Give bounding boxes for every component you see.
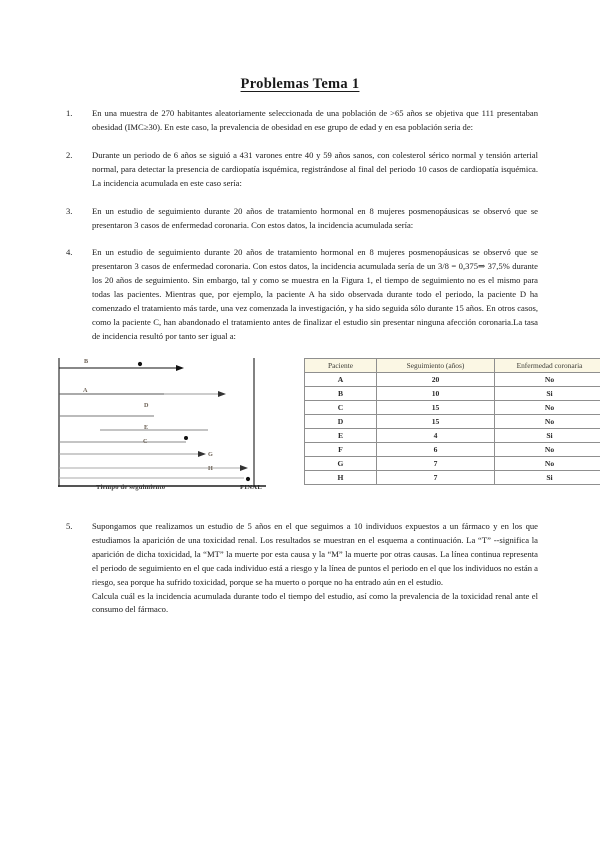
problem-number: 1. bbox=[66, 108, 73, 118]
cell-paciente: F bbox=[305, 442, 377, 456]
figure-diagram bbox=[58, 356, 310, 490]
problem-item-1 bbox=[62, 107, 538, 135]
cell-seguimiento: 15 bbox=[377, 400, 495, 414]
cell-paciente: C bbox=[305, 400, 377, 414]
figure-and-table-row bbox=[62, 356, 583, 506]
cell-enfermedad: Si bbox=[495, 428, 600, 442]
problem-text: Durante un periodo de 6 años se siguió a 431 varones entre 40 y 59 años sanos, con colesterol sérico normal y tensión arterial normal, para detectar la presencia de cardiopatía isquémica, registrándose al final del periodo 10 casos de cardiopatía isquémica. La incidencia acumulada en este caso sería: bbox=[92, 149, 538, 188]
figure-patient-label-e: E bbox=[144, 423, 149, 431]
cell-seguimiento: 10 bbox=[377, 386, 495, 400]
followup-time-figure bbox=[58, 356, 310, 490]
problem-text-continued: Calcula cuál es la incidencia acumulada durante todo el tiempo del estudio, así como la prevalencia de la toxicidad renal ante el consumo del fármaco. bbox=[92, 590, 538, 615]
cell-paciente: G bbox=[305, 456, 377, 470]
figure-end-label: FINAL bbox=[240, 483, 263, 491]
table-row bbox=[305, 442, 600, 456]
figure-x-axis-caption: Tiempo de seguimiento bbox=[96, 483, 166, 491]
column-header-seguimiento: Seguimiento (años) bbox=[377, 358, 495, 372]
column-header-paciente: Paciente bbox=[305, 358, 377, 372]
cell-paciente: A bbox=[305, 372, 377, 386]
figure-patient-label-g: G bbox=[208, 450, 213, 458]
cell-paciente: H bbox=[305, 470, 377, 484]
column-header-enfermedad: Enfermedad coronaria bbox=[495, 358, 600, 372]
cell-seguimiento: 6 bbox=[377, 442, 495, 456]
cell-paciente: E bbox=[305, 428, 377, 442]
problem-text: En una muestra de 270 habitantes aleatoriamente seleccionada de una población de >65 años se objetiva que 111 presentaban obesidad (IMC≥30). En este caso, la prevalencia de obesidad en ese grupo de edad y en esa población seria de: bbox=[92, 108, 538, 132]
table-row bbox=[305, 414, 600, 428]
cell-enfermedad: Si bbox=[495, 386, 600, 400]
figure-patient-label-h: H bbox=[208, 464, 213, 472]
cell-seguimiento: 7 bbox=[377, 456, 495, 470]
problem-number: 2. bbox=[66, 149, 73, 160]
cell-enfermedad: No bbox=[495, 400, 600, 414]
figure-patient-label-d: D bbox=[144, 401, 149, 409]
cell-enfermedad: No bbox=[495, 372, 600, 386]
problem-item-2 bbox=[62, 149, 538, 191]
cell-paciente: D bbox=[305, 414, 377, 428]
table-row bbox=[305, 470, 600, 484]
cell-seguimiento: 4 bbox=[377, 428, 495, 442]
table-row bbox=[305, 386, 600, 400]
problem-number: 3. bbox=[66, 205, 73, 216]
cell-seguimiento: 7 bbox=[377, 470, 495, 484]
table-row bbox=[305, 456, 600, 470]
problem-item-3 bbox=[62, 205, 538, 233]
page-title: Problemas Tema 1 bbox=[240, 76, 360, 92]
patient-followup-table bbox=[304, 358, 600, 485]
problem-text: En un estudio de seguimiento durante 20 años de tratamiento hormonal en 8 mujeres posmenopáusicas se observó que se presentaron 3 casos de enfermedad coronaria. Con estos datos, la incidencia acumulada sería: bbox=[92, 205, 538, 230]
table-header-row bbox=[305, 358, 600, 372]
patient-followup-table-wrapper bbox=[304, 358, 600, 485]
cell-enfermedad: No bbox=[495, 456, 600, 470]
problem-item-5 bbox=[62, 520, 538, 617]
problem-list-continued bbox=[62, 520, 538, 617]
problem-number: 5. bbox=[66, 520, 73, 531]
document-body bbox=[0, 107, 600, 617]
cell-enfermedad: Si bbox=[495, 470, 600, 484]
problem-text: Supongamos que realizamos un estudio de 5 años en el que seguimos a 10 individuos expuestos a un fármaco y en los que estudiamos la aparición de una toxicidad renal. Los resultados se muestran en el esquema a continuación. La “T” --significa la aparición de dicha toxicidad, la “MT” la muerte por esta causa y la “M” la muerte por otras causas. La línea continua representa el periodo de seguimiento en el que cada individuo está a riesgo y la línea de puntos el periodo en el que los individuos no están a riesgo, sea porque ha sufrido toxicidad, porque se ha muerto o porque no ha entrado aún en el estudio. bbox=[92, 520, 538, 587]
cell-enfermedad: No bbox=[495, 442, 600, 456]
problem-number: 4. bbox=[66, 247, 73, 258]
problem-list bbox=[62, 107, 538, 344]
cell-seguimiento: 20 bbox=[377, 372, 495, 386]
table-row bbox=[305, 372, 600, 386]
table-row bbox=[305, 400, 600, 414]
cell-paciente: B bbox=[305, 386, 377, 400]
problem-item-4 bbox=[62, 246, 538, 343]
problem-text: En un estudio de seguimiento durante 20 años de tratamiento hormonal en 8 mujeres posmenopáusicas se observó que se presentaron 3 casos de enfermedad coronaria. Con estos datos, la incidencia acumulada sería de un 3/8 = 0,375⇒ 37,5% durante los 20 años de seguimiento. Sin embargo, tal y como se muestra en la Figura 1, el tiempo de seguimiento no es el mismo para todas las pacientes. Mientras que, por ejemplo, la paciente A ha sido observada durante todo el periodo, la paciente D ha comenzado el tratamiento más tarde, una vez comenzada la investigación, y ha sido seguida sólo durante 15 años. En otros casos, como la paciente C, han abandonado el tratamiento antes de finalizar el estudio sin presentar ninguna afección coronaria.La tasa de incidencia resultó por tanto ser igual a: bbox=[92, 247, 538, 341]
figure-patient-label-c: C bbox=[143, 437, 148, 445]
cell-seguimiento: 15 bbox=[377, 414, 495, 428]
cell-enfermedad: No bbox=[495, 414, 600, 428]
figure-patient-label-b: B bbox=[84, 357, 89, 365]
figure-patient-label-a: A bbox=[83, 386, 88, 394]
table-row bbox=[305, 428, 600, 442]
